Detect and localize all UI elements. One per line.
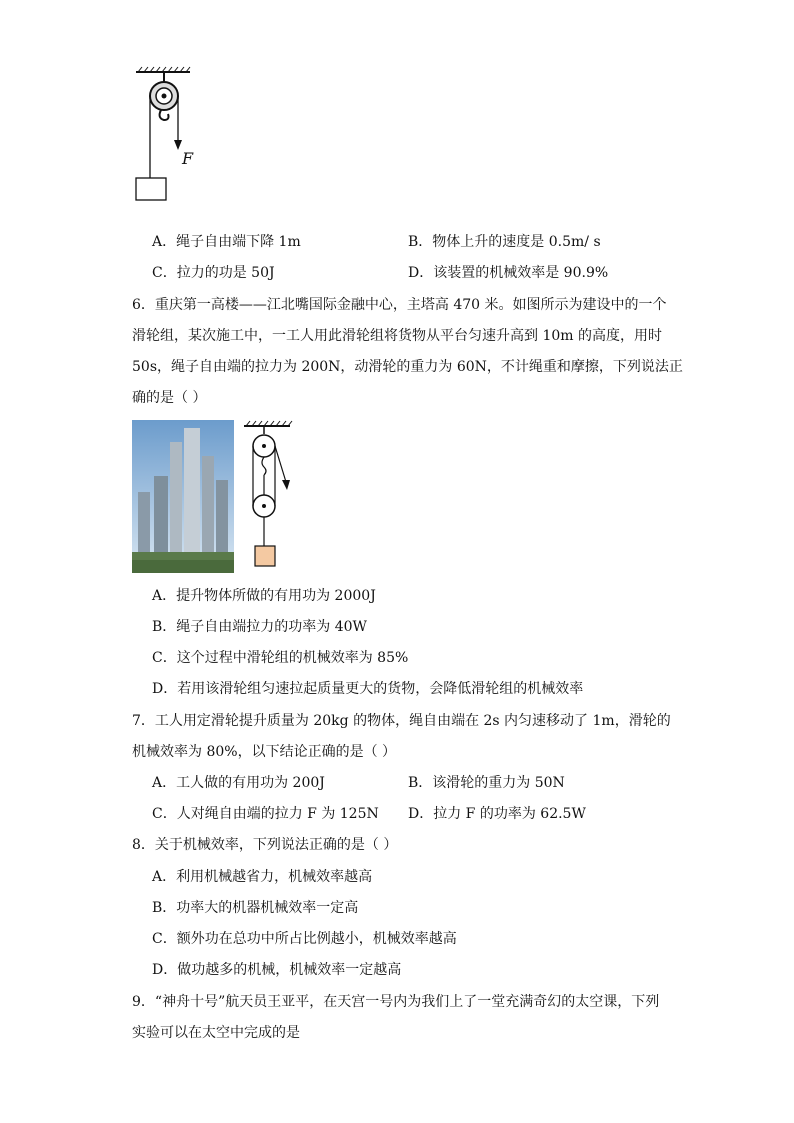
q9-stem-line-1: 9．“神舟十号”航天员王亚平，在天宫一号内为我们上了一堂充满奇幻的太空课，下列 bbox=[132, 994, 660, 1010]
q6-stem-line-2: 滑轮组，某次施工中，一工人用此滑轮组将货物从平台匀速升高到 10m 的高度，用时 bbox=[132, 328, 662, 344]
q5-option-a: A．绳子自由端下降 1m bbox=[152, 234, 301, 250]
q6-option-a: A．提升物体所做的有用功为 2000J bbox=[152, 588, 376, 604]
q8-stem: 8．关于机械效率，下列说法正确的是（ ） bbox=[132, 837, 398, 853]
q8-option-c: C．额外功在总功中所占比例越小，机械效率越高 bbox=[152, 931, 457, 947]
q7-option-b: B．该滑轮的重力为 50N bbox=[408, 775, 565, 791]
force-label: F bbox=[182, 149, 194, 168]
q7-option-c: C．人对绳自由端的拉力 F 为 125N bbox=[152, 806, 379, 822]
q6-stem-line-4: 确的是（ ） bbox=[132, 390, 207, 406]
pulley-block-figure bbox=[240, 420, 300, 570]
q7-stem-line-2: 机械效率为 80%，以下结论正确的是（ ） bbox=[132, 744, 397, 760]
q5-option-b: B．物体上升的速度是 0.5m/ s bbox=[408, 234, 601, 250]
q8-option-d: D．做功越多的机械，机械效率一定越高 bbox=[152, 962, 402, 978]
q7-stem-line-1: 7．工人用定滑轮提升质量为 20kg 的物体，绳自由端在 2s 内匀速移动了 1m，滑轮的 bbox=[132, 713, 671, 729]
q6-option-d: D．若用该滑轮组匀速拉起质量更大的货物，会降低滑轮组的机械效率 bbox=[152, 681, 584, 697]
q5-option-d: D．该装置的机械效率是 90.9% bbox=[408, 265, 609, 281]
q6-stem-line-1: 6．重庆第一高楼——江北嘴国际金融中心，主塔高 470 米。如图所示为建设中的一个 bbox=[132, 297, 667, 313]
skyscraper-photo bbox=[132, 420, 234, 573]
q7-option-a: A．工人做的有用功为 200J bbox=[152, 775, 325, 791]
q6-option-b: B．绳子自由端拉力的功率为 40W bbox=[152, 619, 367, 635]
q9-stem-line-2: 实验可以在太空中完成的是 bbox=[132, 1025, 300, 1041]
q7-option-d: D．拉力 F 的功率为 62.5W bbox=[408, 806, 586, 822]
q5-option-c: C．拉力的功是 50J bbox=[152, 265, 275, 281]
q6-option-c: C．这个过程中滑轮组的机械效率为 85% bbox=[152, 650, 409, 666]
q8-option-b: B．功率大的机器机械效率一定高 bbox=[152, 900, 359, 916]
q8-option-a: A．利用机械越省力，机械效率越高 bbox=[152, 869, 373, 885]
fixed-pulley-figure bbox=[128, 66, 208, 206]
q6-stem-line-3: 50s，绳子自由端的拉力为 200N，动滑轮的重力为 60N，不计绳重和摩擦，下列说法正 bbox=[132, 359, 683, 375]
